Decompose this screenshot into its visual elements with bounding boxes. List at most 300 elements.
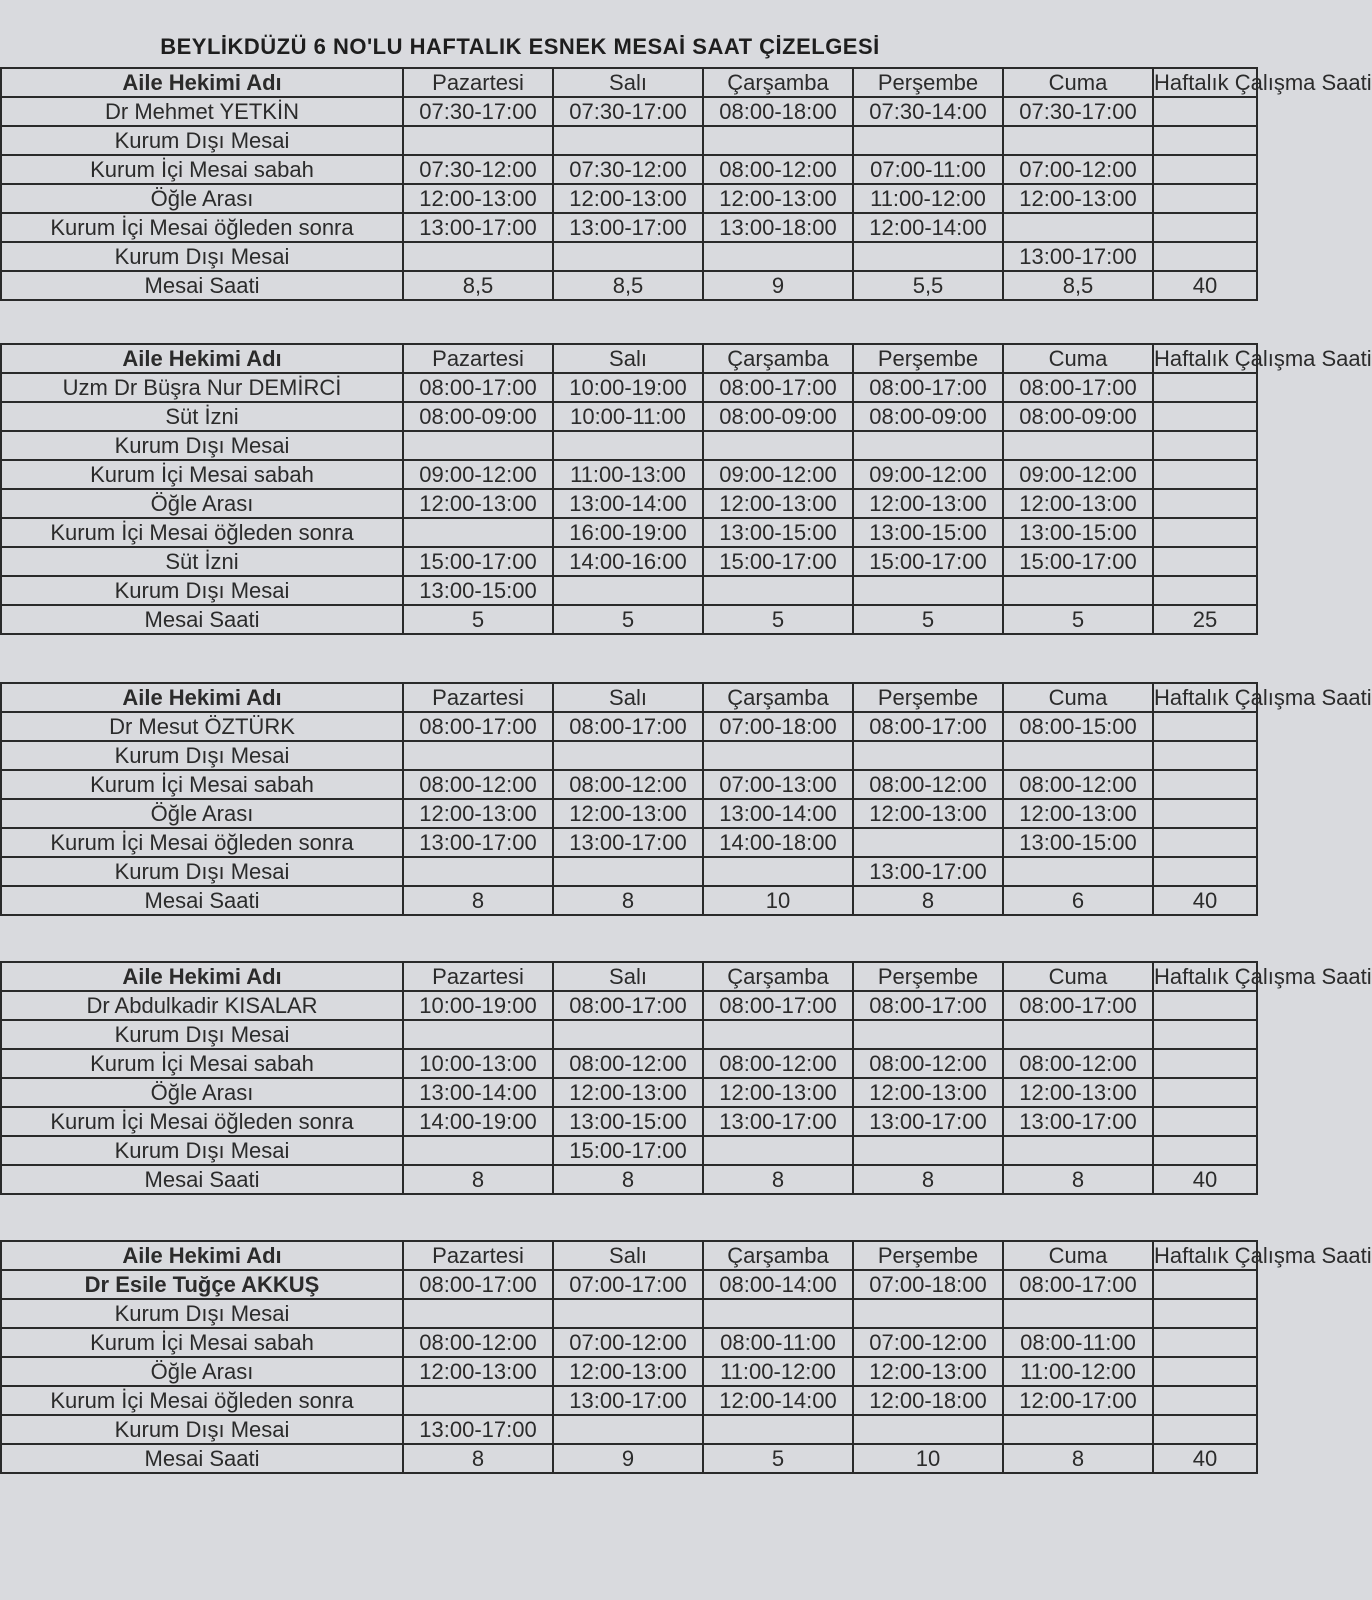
time-cell: 08:00-17:00 — [1003, 991, 1153, 1020]
header-row — [1, 68, 1257, 97]
time-cell: 8 — [853, 1165, 1003, 1194]
time-cell: 12:00-13:00 — [553, 1078, 703, 1107]
weekly-total-cell — [1153, 857, 1257, 886]
header-row — [1, 683, 1257, 712]
header-day-cell: Salı — [553, 1241, 703, 1270]
schedule-row — [1, 518, 1257, 547]
schedule-row — [1, 460, 1257, 489]
time-cell — [853, 242, 1003, 271]
time-cell: 8 — [1003, 1444, 1153, 1473]
time-cell: 13:00-14:00 — [553, 489, 703, 518]
row-label: Kurum İçi Mesai öğleden sonra — [1, 828, 403, 857]
weekly-total-cell — [1153, 97, 1257, 126]
time-cell: 10:00-11:00 — [553, 402, 703, 431]
time-cell — [853, 1415, 1003, 1444]
weekly-total-cell — [1153, 1049, 1257, 1078]
schedule-row — [1, 1357, 1257, 1386]
weekly-total-cell — [1153, 1357, 1257, 1386]
schedule-row — [1, 828, 1257, 857]
schedule-row — [1, 489, 1257, 518]
time-cell: 8 — [403, 1444, 553, 1473]
time-cell: 12:00-13:00 — [553, 799, 703, 828]
header-day-cell: Salı — [553, 68, 703, 97]
row-label: Öğle Arası — [1, 799, 403, 828]
time-cell — [403, 1136, 553, 1165]
weekly-total-cell: 25 — [1153, 605, 1257, 634]
schedule-row — [1, 886, 1257, 915]
time-cell — [1003, 576, 1153, 605]
time-cell — [1003, 213, 1153, 242]
schedule-row — [1, 741, 1257, 770]
time-cell: 12:00-13:00 — [1003, 1078, 1153, 1107]
time-cell: 11:00-12:00 — [703, 1357, 853, 1386]
row-label: Kurum İçi Mesai öğleden sonra — [1, 1107, 403, 1136]
weekly-total-cell — [1153, 518, 1257, 547]
time-cell: 13:00-17:00 — [703, 1107, 853, 1136]
header-day-cell: Perşembe — [853, 68, 1003, 97]
weekly-total-cell — [1153, 1107, 1257, 1136]
time-cell: 08:00-17:00 — [703, 373, 853, 402]
time-cell — [1003, 857, 1153, 886]
row-label: Mesai Saati — [1, 1444, 403, 1473]
schedule-row — [1, 991, 1257, 1020]
header-row — [1, 1241, 1257, 1270]
time-cell — [403, 518, 553, 547]
time-cell: 8 — [403, 1165, 553, 1194]
time-cell: 12:00-14:00 — [703, 1386, 853, 1415]
row-label: Kurum İçi Mesai öğleden sonra — [1, 1386, 403, 1415]
row-label: Kurum Dışı Mesai — [1, 1415, 403, 1444]
header-day-cell: Salı — [553, 344, 703, 373]
schedule-row — [1, 547, 1257, 576]
schedule-row — [1, 271, 1257, 300]
time-cell: 08:00-09:00 — [703, 402, 853, 431]
header-day-cell: Salı — [553, 683, 703, 712]
row-label: Dr Abdulkadir KISALAR — [1, 991, 403, 1020]
time-cell: 5 — [703, 605, 853, 634]
time-cell: 13:00-14:00 — [403, 1078, 553, 1107]
row-label: Kurum İçi Mesai sabah — [1, 1049, 403, 1078]
time-cell: 08:00-17:00 — [1003, 373, 1153, 402]
time-cell — [403, 1386, 553, 1415]
time-cell — [703, 242, 853, 271]
time-cell: 13:00-15:00 — [403, 576, 553, 605]
schedule-row — [1, 213, 1257, 242]
schedule-table-5 — [0, 1240, 1372, 1474]
time-cell: 14:00-16:00 — [553, 547, 703, 576]
time-cell: 13:00-17:00 — [1003, 1107, 1153, 1136]
row-label: Dr Esile Tuğçe AKKUŞ — [1, 1270, 403, 1299]
weekly-total-cell — [1153, 576, 1257, 605]
weekly-total-cell: 40 — [1153, 886, 1257, 915]
time-cell — [853, 431, 1003, 460]
time-cell: 10 — [853, 1444, 1003, 1473]
header-day-cell: Çarşamba — [703, 344, 853, 373]
schedule-row — [1, 1415, 1257, 1444]
time-cell — [703, 576, 853, 605]
time-cell: 07:00-12:00 — [1003, 155, 1153, 184]
row-label: Kurum Dışı Mesai — [1, 431, 403, 460]
weekly-total-cell — [1153, 547, 1257, 576]
row-label: Mesai Saati — [1, 1165, 403, 1194]
time-cell — [853, 828, 1003, 857]
weekly-total-cell — [1153, 991, 1257, 1020]
weekly-total-cell — [1153, 770, 1257, 799]
time-cell — [553, 741, 703, 770]
time-cell: 09:00-12:00 — [403, 460, 553, 489]
time-cell: 13:00-15:00 — [1003, 518, 1153, 547]
time-cell: 13:00-15:00 — [703, 518, 853, 547]
time-cell: 08:00-12:00 — [553, 1049, 703, 1078]
time-cell: 08:00-14:00 — [703, 1270, 853, 1299]
schedule-row — [1, 1270, 1257, 1299]
time-cell: 12:00-14:00 — [853, 213, 1003, 242]
time-cell: 13:00-15:00 — [553, 1107, 703, 1136]
time-cell — [403, 431, 553, 460]
row-label: Kurum İçi Mesai sabah — [1, 770, 403, 799]
header-day-cell: Çarşamba — [703, 962, 853, 991]
header-day-cell: Çarşamba — [703, 683, 853, 712]
weekly-total-cell — [1153, 799, 1257, 828]
time-cell: 07:30-17:00 — [1003, 97, 1153, 126]
time-cell: 13:00-18:00 — [703, 213, 853, 242]
schedule-row — [1, 242, 1257, 271]
row-label: Kurum Dışı Mesai — [1, 576, 403, 605]
time-cell: 8 — [703, 1165, 853, 1194]
schedule-row — [1, 1386, 1257, 1415]
time-cell — [703, 431, 853, 460]
weekly-total-cell: 40 — [1153, 1444, 1257, 1473]
time-cell: 8,5 — [1003, 271, 1153, 300]
time-cell — [853, 741, 1003, 770]
time-cell — [1003, 1136, 1153, 1165]
time-cell: 07:00-12:00 — [853, 1328, 1003, 1357]
page-title: BEYLİKDÜZÜ 6 NO'LU HAFTALIK ESNEK MESAİ SAAT ÇİZELGESİ — [160, 34, 880, 59]
weekly-total-cell — [1153, 242, 1257, 271]
time-cell — [703, 1020, 853, 1049]
time-cell: 12:00-13:00 — [703, 489, 853, 518]
time-cell: 08:00-11:00 — [1003, 1328, 1153, 1357]
header-day-cell: Pazartesi — [403, 68, 553, 97]
row-label: Kurum İçi Mesai öğleden sonra — [1, 213, 403, 242]
time-cell — [1003, 741, 1153, 770]
time-cell: 08:00-17:00 — [403, 373, 553, 402]
schedule-row — [1, 1078, 1257, 1107]
row-label: Süt İzni — [1, 402, 403, 431]
time-cell: 12:00-13:00 — [1003, 489, 1153, 518]
header-weekly-cell: Haftalık Çalışma Saati — [1153, 68, 1257, 97]
header-name-cell: Aile Hekimi Adı — [1, 1241, 403, 1270]
time-cell: 07:30-12:00 — [553, 155, 703, 184]
schedule-row — [1, 1444, 1257, 1473]
time-cell: 08:00-17:00 — [553, 712, 703, 741]
row-label: Mesai Saati — [1, 886, 403, 915]
header-day-cell: Cuma — [1003, 1241, 1153, 1270]
row-label: Öğle Arası — [1, 1357, 403, 1386]
time-cell: 07:00-11:00 — [853, 155, 1003, 184]
time-cell: 08:00-12:00 — [1003, 1049, 1153, 1078]
header-weekly-cell: Haftalık Çalışma Saati — [1153, 1241, 1257, 1270]
row-label: Kurum Dışı Mesai — [1, 1136, 403, 1165]
weekly-total-cell — [1153, 184, 1257, 213]
time-cell — [553, 242, 703, 271]
time-cell: 12:00-13:00 — [553, 1357, 703, 1386]
time-cell: 08:00-17:00 — [1003, 1270, 1153, 1299]
time-cell — [703, 1299, 853, 1328]
row-label: Öğle Arası — [1, 184, 403, 213]
weekly-total-cell — [1153, 402, 1257, 431]
schedule-row — [1, 97, 1257, 126]
time-cell — [703, 741, 853, 770]
schedule-table-4 — [0, 961, 1372, 1195]
row-label: Kurum İçi Mesai öğleden sonra — [1, 518, 403, 547]
time-cell: 13:00-17:00 — [403, 1415, 553, 1444]
header-day-cell: Perşembe — [853, 1241, 1003, 1270]
time-cell: 11:00-12:00 — [1003, 1357, 1153, 1386]
time-cell: 12:00-13:00 — [403, 489, 553, 518]
time-cell: 08:00-12:00 — [703, 155, 853, 184]
time-cell: 10:00-13:00 — [403, 1049, 553, 1078]
row-label: Mesai Saati — [1, 271, 403, 300]
time-cell: 15:00-17:00 — [703, 547, 853, 576]
header-day-cell: Cuma — [1003, 962, 1153, 991]
time-cell: 08:00-12:00 — [403, 1328, 553, 1357]
time-cell: 5 — [1003, 605, 1153, 634]
weekly-total-cell — [1153, 155, 1257, 184]
time-cell: 12:00-13:00 — [703, 184, 853, 213]
time-cell — [1003, 126, 1153, 155]
header-day-cell: Çarşamba — [703, 68, 853, 97]
schedule-row — [1, 155, 1257, 184]
time-cell: 12:00-13:00 — [553, 184, 703, 213]
header-day-cell: Pazartesi — [403, 1241, 553, 1270]
time-cell: 08:00-12:00 — [553, 770, 703, 799]
weekly-total-cell — [1153, 828, 1257, 857]
time-cell: 08:00-17:00 — [853, 373, 1003, 402]
weekly-total-cell — [1153, 1136, 1257, 1165]
schedule-row — [1, 712, 1257, 741]
time-cell — [853, 1020, 1003, 1049]
row-label: Kurum Dışı Mesai — [1, 857, 403, 886]
header-day-cell: Perşembe — [853, 962, 1003, 991]
header-day-cell: Pazartesi — [403, 344, 553, 373]
schedule-row — [1, 1020, 1257, 1049]
time-cell — [403, 1020, 553, 1049]
time-cell: 10:00-19:00 — [403, 991, 553, 1020]
time-cell — [853, 126, 1003, 155]
time-cell: 15:00-17:00 — [403, 547, 553, 576]
time-cell: 11:00-12:00 — [853, 184, 1003, 213]
time-cell — [1003, 431, 1153, 460]
time-cell — [403, 242, 553, 271]
schedule-row — [1, 373, 1257, 402]
time-cell — [553, 126, 703, 155]
schedule-row — [1, 799, 1257, 828]
time-cell: 09:00-12:00 — [1003, 460, 1153, 489]
time-cell — [553, 1299, 703, 1328]
time-cell: 12:00-13:00 — [853, 489, 1003, 518]
time-cell: 13:00-17:00 — [553, 213, 703, 242]
time-cell: 15:00-17:00 — [1003, 547, 1153, 576]
time-cell: 07:00-13:00 — [703, 770, 853, 799]
row-label: Süt İzni — [1, 547, 403, 576]
time-cell: 12:00-13:00 — [703, 1078, 853, 1107]
time-cell: 15:00-17:00 — [853, 547, 1003, 576]
row-label: Kurum Dışı Mesai — [1, 741, 403, 770]
header-day-cell: Pazartesi — [403, 683, 553, 712]
time-cell: 09:00-12:00 — [703, 460, 853, 489]
row-label: Uzm Dr Büşra Nur DEMİRCİ — [1, 373, 403, 402]
schedule-row — [1, 770, 1257, 799]
time-cell: 08:00-12:00 — [853, 770, 1003, 799]
schedule-row — [1, 402, 1257, 431]
time-cell — [403, 1299, 553, 1328]
weekly-total-cell — [1153, 1415, 1257, 1444]
time-cell: 8 — [853, 886, 1003, 915]
time-cell — [703, 1136, 853, 1165]
header-name-cell: Aile Hekimi Adı — [1, 68, 403, 97]
header-day-cell: Cuma — [1003, 344, 1153, 373]
header-day-cell: Cuma — [1003, 683, 1153, 712]
time-cell: 07:30-14:00 — [853, 97, 1003, 126]
time-cell: 07:00-12:00 — [553, 1328, 703, 1357]
time-cell: 12:00-13:00 — [403, 799, 553, 828]
row-label: Kurum Dışı Mesai — [1, 1299, 403, 1328]
time-cell: 08:00-17:00 — [403, 1270, 553, 1299]
time-cell: 08:00-17:00 — [853, 712, 1003, 741]
time-cell: 6 — [1003, 886, 1153, 915]
time-cell: 12:00-13:00 — [403, 1357, 553, 1386]
time-cell: 14:00-18:00 — [703, 828, 853, 857]
header-name-cell: Aile Hekimi Adı — [1, 344, 403, 373]
time-cell: 12:00-13:00 — [1003, 184, 1153, 213]
time-cell: 08:00-11:00 — [703, 1328, 853, 1357]
time-cell: 9 — [703, 271, 853, 300]
schedule-row — [1, 431, 1257, 460]
time-cell: 12:00-13:00 — [853, 1357, 1003, 1386]
weekly-total-cell — [1153, 373, 1257, 402]
weekly-total-cell — [1153, 712, 1257, 741]
schedule-table-3 — [0, 682, 1372, 916]
header-day-cell: Salı — [553, 962, 703, 991]
schedule-row — [1, 1299, 1257, 1328]
time-cell: 08:00-09:00 — [403, 402, 553, 431]
header-row — [1, 344, 1257, 373]
schedule-row — [1, 576, 1257, 605]
time-cell: 08:00-09:00 — [1003, 402, 1153, 431]
time-cell: 10 — [703, 886, 853, 915]
row-label: Kurum Dışı Mesai — [1, 242, 403, 271]
row-label: Öğle Arası — [1, 489, 403, 518]
time-cell: 12:00-18:00 — [853, 1386, 1003, 1415]
time-cell: 07:00-18:00 — [853, 1270, 1003, 1299]
time-cell — [553, 576, 703, 605]
time-cell: 5,5 — [853, 271, 1003, 300]
time-cell — [553, 1415, 703, 1444]
time-cell — [553, 857, 703, 886]
time-cell: 13:00-17:00 — [853, 1107, 1003, 1136]
time-cell: 13:00-17:00 — [553, 828, 703, 857]
time-cell: 07:00-17:00 — [553, 1270, 703, 1299]
header-day-cell: Cuma — [1003, 68, 1153, 97]
time-cell: 11:00-13:00 — [553, 460, 703, 489]
time-cell: 13:00-17:00 — [403, 213, 553, 242]
schedule-row — [1, 126, 1257, 155]
row-label: Mesai Saati — [1, 605, 403, 634]
time-cell: 08:00-17:00 — [553, 991, 703, 1020]
time-cell: 5 — [703, 1444, 853, 1473]
row-label: Kurum Dışı Mesai — [1, 1020, 403, 1049]
time-cell: 8 — [403, 886, 553, 915]
row-label: Dr Mesut ÖZTÜRK — [1, 712, 403, 741]
weekly-total-cell — [1153, 741, 1257, 770]
time-cell: 8,5 — [403, 271, 553, 300]
time-cell: 09:00-12:00 — [853, 460, 1003, 489]
schedule-row — [1, 1328, 1257, 1357]
weekly-total-cell — [1153, 1299, 1257, 1328]
weekly-total-cell — [1153, 431, 1257, 460]
header-day-cell: Pazartesi — [403, 962, 553, 991]
weekly-total-cell — [1153, 213, 1257, 242]
header-day-cell: Perşembe — [853, 344, 1003, 373]
weekly-total-cell: 40 — [1153, 271, 1257, 300]
time-cell: 13:00-17:00 — [853, 857, 1003, 886]
time-cell: 08:00-12:00 — [703, 1049, 853, 1078]
time-cell: 07:30-17:00 — [403, 97, 553, 126]
time-cell — [703, 1415, 853, 1444]
time-cell: 13:00-15:00 — [1003, 828, 1153, 857]
time-cell: 8 — [553, 886, 703, 915]
header-weekly-cell: Haftalık Çalışma Saati — [1153, 962, 1257, 991]
time-cell: 5 — [403, 605, 553, 634]
time-cell: 12:00-17:00 — [1003, 1386, 1153, 1415]
time-cell: 15:00-17:00 — [553, 1136, 703, 1165]
time-cell: 08:00-12:00 — [403, 770, 553, 799]
header-weekly-cell: Haftalık Çalışma Saati — [1153, 683, 1257, 712]
schedule-table-2 — [0, 343, 1372, 635]
time-cell: 13:00-17:00 — [403, 828, 553, 857]
time-cell: 07:30-17:00 — [553, 97, 703, 126]
weekly-total-cell — [1153, 460, 1257, 489]
time-cell: 16:00-19:00 — [553, 518, 703, 547]
time-cell: 5 — [553, 605, 703, 634]
time-cell: 13:00-17:00 — [1003, 242, 1153, 271]
time-cell: 8,5 — [553, 271, 703, 300]
weekly-total-cell — [1153, 126, 1257, 155]
time-cell: 12:00-13:00 — [853, 1078, 1003, 1107]
row-label: Kurum İçi Mesai sabah — [1, 460, 403, 489]
time-cell: 08:00-09:00 — [853, 402, 1003, 431]
time-cell: 13:00-14:00 — [703, 799, 853, 828]
weekly-total-cell: 40 — [1153, 1165, 1257, 1194]
weekly-total-cell — [1153, 1328, 1257, 1357]
time-cell: 9 — [553, 1444, 703, 1473]
weekly-total-cell — [1153, 1078, 1257, 1107]
time-cell: 08:00-12:00 — [1003, 770, 1153, 799]
schedule-table-1 — [0, 67, 1372, 301]
row-label: Dr Mehmet YETKİN — [1, 97, 403, 126]
time-cell: 08:00-18:00 — [703, 97, 853, 126]
header-weekly-cell: Haftalık Çalışma Saati — [1153, 344, 1257, 373]
row-label: Öğle Arası — [1, 1078, 403, 1107]
schedule-row — [1, 605, 1257, 634]
time-cell — [403, 126, 553, 155]
schedule-row — [1, 1136, 1257, 1165]
header-day-cell: Perşembe — [853, 683, 1003, 712]
time-cell: 8 — [1003, 1165, 1153, 1194]
weekly-total-cell — [1153, 1020, 1257, 1049]
header-name-cell: Aile Hekimi Adı — [1, 962, 403, 991]
